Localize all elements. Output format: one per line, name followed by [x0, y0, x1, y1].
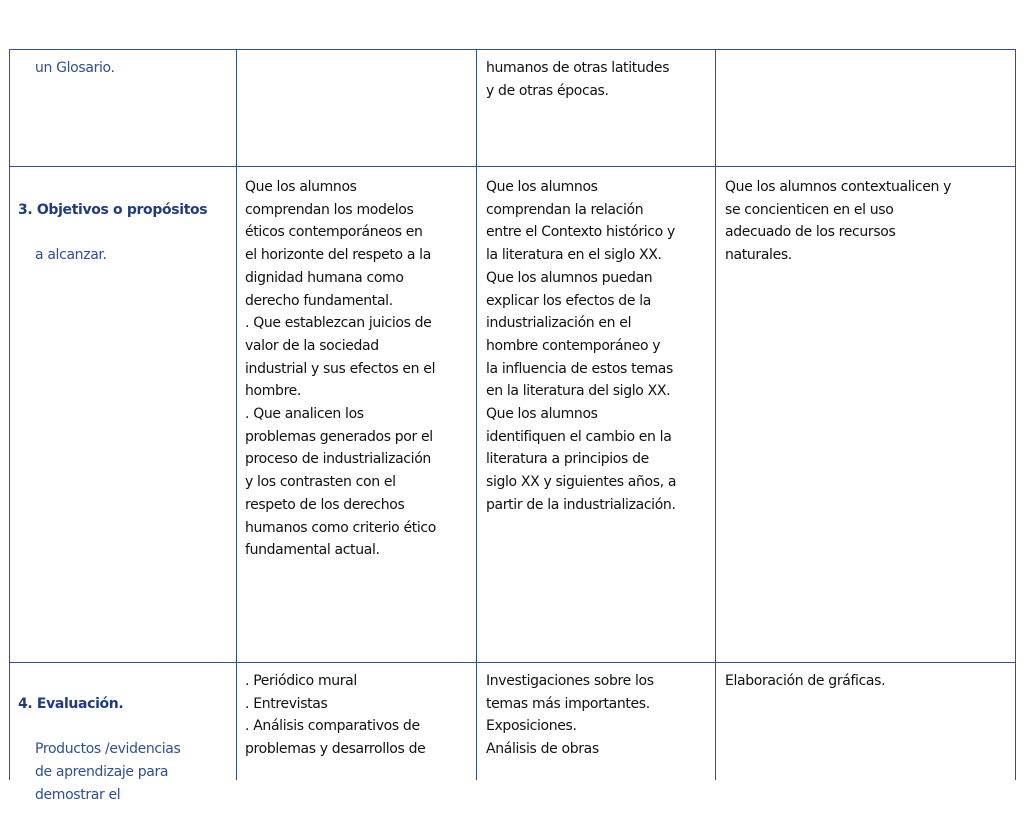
planning-table: [9, 49, 1016, 803]
glosario-cell: un Glosario.: [35, 60, 115, 76]
row-divider-2: [10, 662, 1015, 663]
evaluacion-col2-cell: . Periódico mural . Entrevistas . Análisis comparativos de problemas y desarrollos de: [245, 673, 426, 758]
objetivos-subheading: a alcanzar.: [35, 247, 107, 264]
objetivos-col4-cell: Que los alumnos contextualicen y se concienticen en el uso adecuado de los recursos naturales.: [725, 179, 952, 264]
glosario-col3-cell: humanos de otras latitudes y de otras épocas.: [486, 60, 670, 99]
objetivos-label-cell: [18, 176, 238, 290]
row-divider-1: [10, 166, 1015, 167]
evaluacion-subheading: Productos /evidencias de aprendizaje para demostrar el: [35, 741, 181, 803]
evaluacion-heading: 4. Evaluación.: [18, 695, 124, 712]
evaluacion-col3-cell: Investigaciones sobre los temas más importantes. Exposiciones. Análisis de obras: [486, 673, 654, 758]
objetivos-heading: 3. Objetivos o propósitos: [18, 201, 208, 218]
evaluacion-label-cell: [18, 670, 238, 829]
objetivos-col3-cell: Que los alumnos comprendan la relación entre el Contexto histórico y la literatura en el siglo XX. Que los alumnos puedan explicar los efectos de la industrialización en el hombre contemporáneo y la influencia de estos temas en la literatura del siglo XX. Que los alumnos identifiquen el cambio en la literatura a principios de siglo XX y siguientes años, a partir de la industrialización.: [486, 179, 677, 513]
objetivos-col2-cell: Que los alumnos comprendan los modelos éticos contemporáneos en el horizonte del respeto a la dignidad humana como derecho fundamental. . Que establezcan juicios de valor de la sociedad industrial y sus efectos en el hombre. . Que analicen los problemas generados por el proceso de industrialización y los contrasten con el respeto de los derechos humanos como criterio ético fundamental actual.: [245, 179, 436, 559]
evaluacion-col4-cell: Elaboración de gráficas.: [725, 673, 886, 689]
